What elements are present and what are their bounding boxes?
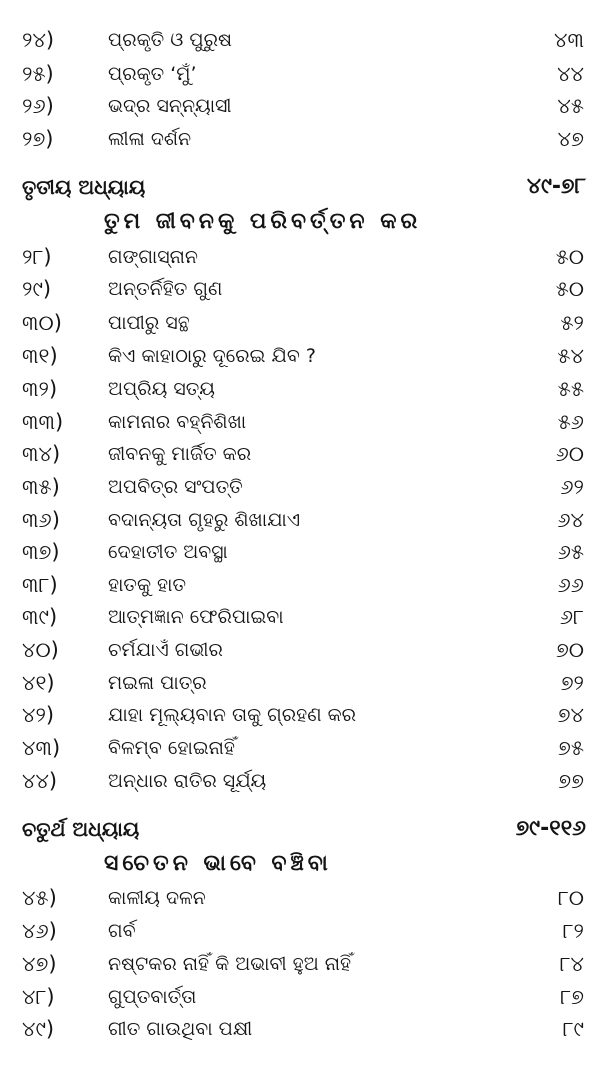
chapter-page-range: ୭୯-୧୧୬ <box>515 816 586 841</box>
entry-title: ନଷ୍ଟକର ନାହିଁ କି ଅଭାବୀ ହୁଅ ନାହିଁ <box>108 953 352 975</box>
toc-entry <box>0 23 600 57</box>
toc-entry <box>0 914 600 948</box>
entry-page: ୮୪ <box>559 952 584 976</box>
entry-number: ୩୬) <box>22 508 60 532</box>
chapter-title: ଚତୁର୍ଥ ଅଧ୍ୟାୟ <box>22 817 140 841</box>
entry-number: ୪୫) <box>22 886 57 910</box>
toc-entry <box>0 764 600 798</box>
entry-number: ୩୨) <box>22 377 58 401</box>
entry-number: ୪୦) <box>22 638 59 662</box>
entry-title: ଆତ୍ମଜ୍ଞାନ ଫେରିପାଇବା <box>108 606 284 628</box>
entry-number: ୨୯) <box>22 277 52 301</box>
entry-page: ୪୪ <box>557 62 584 86</box>
entry-title: ହାତକୁ ହାତ <box>108 574 186 596</box>
entry-page: ୮୯ <box>562 1017 584 1041</box>
chapter-title: ତୃତୀୟ ଅଧ୍ୟାୟ <box>22 175 146 199</box>
chapter-subtitle: ତୁମ ଜୀବନକୁ ପରିବର୍ତ୍ତନ କର <box>104 209 422 234</box>
toc-entry <box>0 405 600 439</box>
chapter-heading <box>0 169 600 205</box>
entry-title: ଯାହା ମୂଲ୍ୟବାନ ତାକୁ ଗ୍ରହଣ କର <box>108 704 357 726</box>
entry-title: ଗର୍ବ <box>108 920 136 942</box>
entry-page: ୬୬ <box>557 573 584 597</box>
entry-title: ଅନ୍ଧାର ରାତିର ସୂର୍ଯ୍ୟ <box>108 770 267 792</box>
entry-page: ୫୦ <box>555 277 584 301</box>
entry-title: ଅପ୍ରିୟ ସତ୍ୟ <box>108 378 215 400</box>
entry-title: ଗୀତ ଗାଉଥିବା ପକ୍ଷୀ <box>108 1018 253 1040</box>
toc-entry <box>0 666 600 700</box>
entry-number: ୪୬) <box>22 919 57 943</box>
entry-number: ୨୭) <box>22 127 54 151</box>
toc-entry <box>0 339 600 373</box>
toc-entry <box>0 272 600 306</box>
entry-number: ୨୪) <box>22 28 55 52</box>
entry-title: ଦେହାତୀତ ଅବସ୍ଥା <box>108 541 228 563</box>
entry-number: ୨୮) <box>22 245 52 269</box>
toc-entry <box>0 698 600 732</box>
entry-title: ଚର୍ମଯାଏଁ ଗଭୀର <box>108 639 223 661</box>
toc-entry <box>0 947 600 981</box>
entry-number: ୩୭) <box>22 540 60 564</box>
toc-entry <box>0 240 600 274</box>
toc-entry <box>0 1012 600 1046</box>
entry-number: ୨୬) <box>22 94 54 118</box>
entry-page: ୫୪ <box>557 344 584 368</box>
entry-page: ୪୫ <box>557 94 584 118</box>
entry-number: ୪୩) <box>22 736 61 760</box>
entry-page: ୬୪ <box>557 508 584 532</box>
toc-entry <box>0 89 600 123</box>
entry-number: ୩୧) <box>22 344 58 368</box>
toc-entry <box>0 600 600 634</box>
entry-number: ୩୪) <box>22 442 61 466</box>
entry-number: ୪୭) <box>22 952 57 976</box>
entry-title: କାମନାର ବହ୍ନିଶିଖା <box>108 411 247 433</box>
entry-page: ୮୨ <box>562 919 584 943</box>
entry-title: କିଏ କାହାଠାରୁ ଦୂରେଇ ଯିବ ? <box>108 345 316 367</box>
toc-entry <box>0 568 600 602</box>
toc-entry <box>0 122 600 156</box>
entry-title: ଅପବିତ୍ର ସଂପତ୍ତି <box>108 476 243 498</box>
entry-page: ୬୦ <box>555 442 584 466</box>
entry-title: ବଦାନ୍ୟତା ଗୃହରୁ ଶିଖାଯାଏ <box>108 509 301 531</box>
entry-page: ୭୨ <box>560 671 584 695</box>
chapter-heading <box>0 811 600 847</box>
toc-entry <box>0 980 600 1014</box>
entry-page: ୪୩ <box>554 28 584 52</box>
entry-number: ୪୪) <box>22 769 58 793</box>
toc-entry <box>0 503 600 537</box>
entry-page: ୭୦ <box>555 638 584 662</box>
entry-number: ୩୦) <box>22 311 62 335</box>
chapter-subtitle: ସଚେତନ ଭାବେ ବଞ୍ଚିବା <box>104 851 332 876</box>
entry-title: ବିଳମ୍ବ ହୋଇନାହିଁ <box>108 737 235 759</box>
entry-page: ୭୪ <box>557 703 584 727</box>
entry-number: ୨୫) <box>22 62 54 86</box>
entry-title: ଲୀଳା ଦର୍ଶନ <box>108 128 192 150</box>
entry-page: ୫୨ <box>560 311 584 335</box>
entry-title: ମଇଳା ପାତ୍ର <box>108 672 207 694</box>
entry-number: ୪୧) <box>22 671 55 695</box>
entry-page: ୫୫ <box>557 377 584 401</box>
toc-entry <box>0 306 600 340</box>
entry-page: ୫୦ <box>555 245 584 269</box>
entry-number: ୩୯) <box>22 605 58 629</box>
toc-entry <box>0 470 600 504</box>
chapter-page-range: ୪୯-୭୮ <box>526 174 586 199</box>
entry-title: ପ୍ରକୃତି ଓ ପୁରୁଷ <box>108 29 233 51</box>
entry-page: ୬୨ <box>560 475 584 499</box>
entry-title: ଅନ୍ତର୍ନିହିତ ଗୁଣ <box>108 278 223 300</box>
entry-page: ୬୫ <box>557 540 584 564</box>
entry-page: ୮୭ <box>560 985 584 1009</box>
toc-entry <box>0 633 600 667</box>
entry-title: ଭଦ୍ର ସନ୍ନ୍ୟାସୀ <box>108 95 232 117</box>
entry-title: ପ୍ରକୃତ ‘ମୁଁ’ <box>108 63 197 85</box>
toc-entry <box>0 57 600 91</box>
entry-number: ୩୮) <box>22 573 58 597</box>
entry-title: କାଳୀୟ ଦଳନ <box>108 887 206 909</box>
entry-number: ୪୨) <box>22 703 55 727</box>
entry-title: ଗୁପ୍ତବାର୍ତ୍ତା <box>108 986 197 1008</box>
entry-page: ୮୦ <box>557 886 584 910</box>
entry-page: ୭୫ <box>558 736 584 760</box>
entry-title: ଗଙ୍ଗାସ୍ନାନ <box>108 246 199 268</box>
toc-entry <box>0 731 600 765</box>
entry-number: ୩୩) <box>22 410 64 434</box>
entry-title: ଜୀବନକୁ ମାର୍ଜିତ କର <box>108 443 252 465</box>
toc-entry <box>0 437 600 471</box>
entry-page: ୬୮ <box>559 605 584 629</box>
toc-entry <box>0 535 600 569</box>
toc-entry <box>0 372 600 406</box>
entry-page: ୫୬ <box>557 410 584 434</box>
toc-entry <box>0 881 600 915</box>
entry-page: ୪୭ <box>557 127 584 151</box>
entry-number: ୪୯) <box>22 1017 55 1041</box>
entry-number: ୪୮) <box>22 985 55 1009</box>
entry-title: ପାପୀରୁ ସନ୍ଥ <box>108 312 190 334</box>
entry-number: ୩୫) <box>22 475 60 499</box>
entry-page: ୭୭ <box>558 769 584 793</box>
